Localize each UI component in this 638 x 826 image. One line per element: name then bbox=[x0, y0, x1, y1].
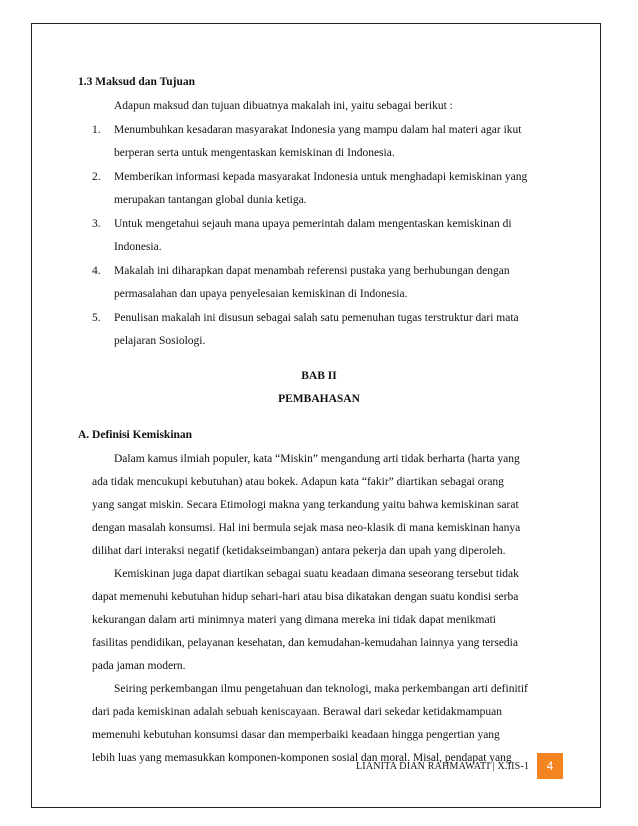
paragraph-line: dari pada kemiskinan adalah sebuah keniscayaan. Berawal dari sekedar ketidakmampuan bbox=[92, 706, 502, 718]
page-number: 4 bbox=[546, 759, 554, 773]
list-item-text: Untuk mengetahui sejauh mana upaya pemerintah dalam mengentaskan kemiskinan di bbox=[114, 218, 512, 230]
list-item-number: 1. bbox=[92, 124, 101, 136]
paragraph-line: Kemiskinan juga dapat diartikan sebagai suatu keadaan dimana seseorang tersebut tidak bbox=[114, 568, 519, 580]
paragraph-line: dengan masalah konsumsi. Hal ini bermula sejak masa neo-klasik di mana kemiskinan hanya bbox=[92, 522, 521, 534]
list-item-text: Makalah ini diharapkan dapat menambah referensi pustaka yang berhubungan dengan bbox=[114, 265, 510, 277]
list-item-text: Indonesia. bbox=[114, 241, 162, 253]
paragraph-line: ada tidak mencukupi kebutuhan) atau bokek. Adapun kata “fakir” diartikan sebagai orang bbox=[92, 476, 504, 488]
paragraph-line: Dalam kamus ilmiah populer, kata “Miskin” mengandung arti tidak berharta (harta yang bbox=[114, 453, 520, 465]
list-item-number: 3. bbox=[92, 218, 101, 230]
chapter-title: PEMBAHASAN bbox=[278, 393, 360, 405]
paragraph-line: yang sangat miskin. Secara Etimologi makna yang terkandung yaitu bahwa kemiskinan sarat bbox=[92, 499, 519, 511]
list-item-text: Memberikan informasi kepada masyarakat Indonesia untuk menghadapi kemiskinan yang bbox=[114, 171, 528, 183]
list-item-text: merupakan tantangan global dunia ketiga. bbox=[114, 194, 307, 206]
list-item-text: permasalahan dan upaya penyelesaian kemiskinan di Indonesia. bbox=[114, 288, 408, 300]
list-item-text: berperan serta untuk mengentaskan kemiskinan di Indonesia. bbox=[114, 147, 395, 159]
list-item-text: Penulisan makalah ini disusun sebagai salah satu pemenuhan tugas terstruktur dari mata bbox=[114, 312, 519, 324]
list-item-number: 2. bbox=[92, 171, 101, 183]
paragraph-line: memenuhi kebutuhan konsumsi dasar dan memperbaiki keadaan hingga pengertian yang bbox=[92, 729, 500, 741]
section-heading: A. Definisi Kemiskinan bbox=[78, 429, 193, 441]
list-item-text: Menumbuhkan kesadaran masyarakat Indonesia yang mampu dalam hal materi agar ikut bbox=[114, 124, 522, 136]
list-item-number: 5. bbox=[92, 312, 101, 324]
section-intro: Adapun maksud dan tujuan dibuatnya makalah ini, yaitu sebagai berikut : bbox=[114, 100, 453, 112]
paragraph-line: dilihat dari interaksi negatif (ketidakseimbangan) antara pekerja dan upah yang diperoleh. bbox=[92, 545, 506, 557]
paragraph-line: kekurangan dalam arti minimnya materi yang dimana mereka ini tidak dapat menikmati bbox=[92, 614, 496, 626]
page-number-badge bbox=[537, 753, 563, 779]
footer-author: LIANITA DIAN RAHMAWATI | X.IIS-1 bbox=[356, 761, 530, 772]
paragraph-line: dapat memenuhi kebutuhan hidup sehari-hari atau bisa dikatakan dengan suatu kondisi serba bbox=[92, 591, 519, 603]
paragraph-line: fasilitas pendidikan, pelayanan kesehatan, dan kemudahan-kemudahan lainnya yang tersedia bbox=[92, 637, 518, 649]
list-item-text: pelajaran Sosiologi. bbox=[114, 335, 206, 347]
paragraph-line: Seiring perkembangan ilmu pengetahuan dan teknologi, maka perkembangan arti definitif bbox=[114, 683, 528, 695]
section-heading: 1.3 Maksud dan Tujuan bbox=[78, 76, 195, 88]
list-item-number: 4. bbox=[92, 265, 101, 277]
paragraph-line: pada jaman modern. bbox=[92, 660, 186, 672]
chapter-number: BAB II bbox=[301, 370, 337, 382]
paragraph-line: lebih luas yang memasukkan komponen-komponen sosial dan moral. Misal, pendapat yang bbox=[92, 752, 512, 764]
